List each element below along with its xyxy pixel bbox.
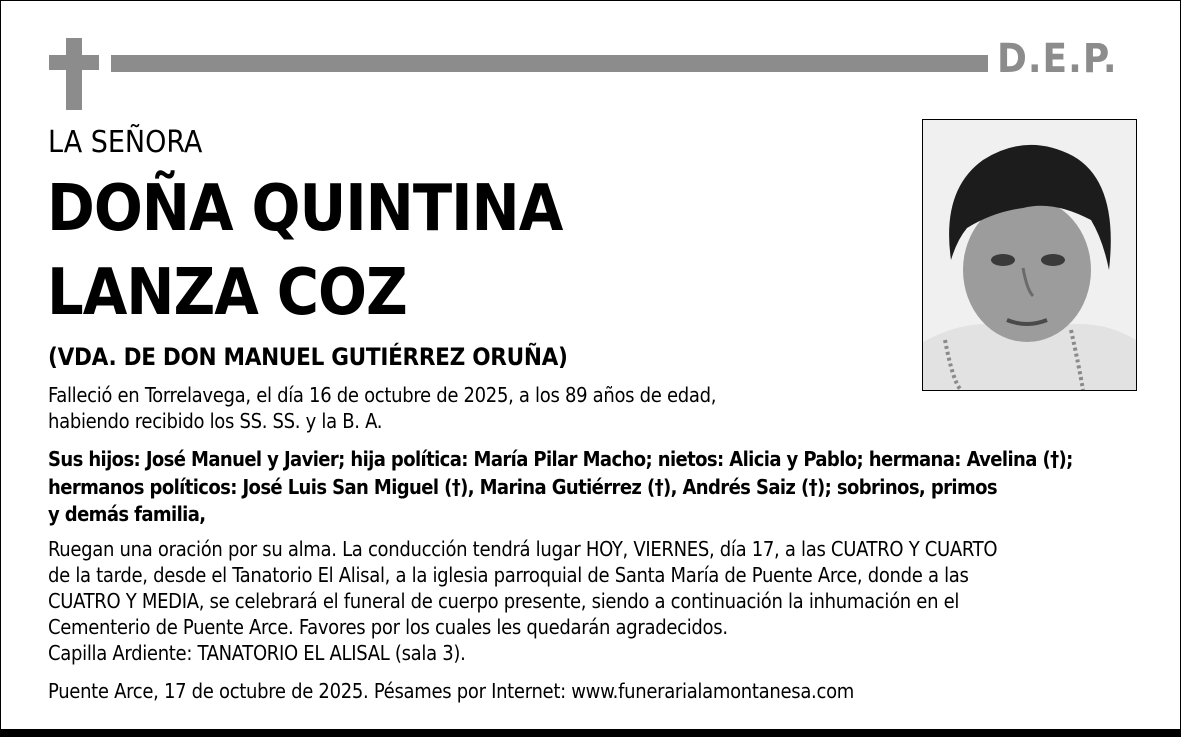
family-line3: y demás familia, <box>48 502 206 526</box>
portrait-image <box>923 120 1136 390</box>
ceremony-line2: de la tarde, desde el Tanatorio El Alisal, a la iglesia parroquial de Santa María de Puente Arce, donde a las <box>48 563 969 587</box>
deceased-name-line1: DOÑA QUINTINA <box>47 172 563 246</box>
ceremony-line4: Cementerio de Puente Arce. Favores por los cuales les quedarán agradecidos. <box>48 615 728 639</box>
death-line2: habiendo recibido los SS. SS. y la B. A. <box>48 409 383 433</box>
header-rule <box>111 55 988 72</box>
bottom-rule <box>0 729 1181 737</box>
ceremony-line5: Capilla Ardiente: TANATORIO EL ALISAL (sala 3). <box>48 641 466 665</box>
deceased-name-line2: LANZA COZ <box>47 256 407 330</box>
portrait-photo <box>922 119 1137 391</box>
honorific: LA SEÑORA <box>48 125 203 160</box>
dep-mark: D.E.P. <box>997 36 1118 82</box>
death-line1: Falleció en Torrelavega, el día 16 de octubre de 2025, a los 89 años de edad, <box>48 383 717 407</box>
ceremony-line1: Ruegan una oración por su alma. La conducción tendrá lugar HOY, VIERNES, día 17, a las CUATRO Y CUARTO <box>48 537 998 561</box>
family-line1: Sus hijos: José Manuel y Javier; hija política: María Pilar Macho; nietos: Alicia y Pablo; hermana: Avelina (†); <box>48 447 1073 471</box>
cross-icon <box>49 38 99 110</box>
family-line2: hermanos políticos: José Luis San Miguel (†), Marina Gutiérrez (†), Andrés Saiz (†); sobrinos, primos <box>48 475 997 499</box>
ceremony-line3: CUATRO Y MEDIA, se celebrará el funeral de cuerpo presente, siendo a continuación la inhumación en el <box>48 589 960 613</box>
footer-line: Puente Arce, 17 de octubre de 2025. Pésames por Internet: www.funerarialamontanesa.com <box>48 679 854 703</box>
widow-of: (VDA. DE DON MANUEL GUTIÉRREZ ORUÑA) <box>48 343 568 371</box>
